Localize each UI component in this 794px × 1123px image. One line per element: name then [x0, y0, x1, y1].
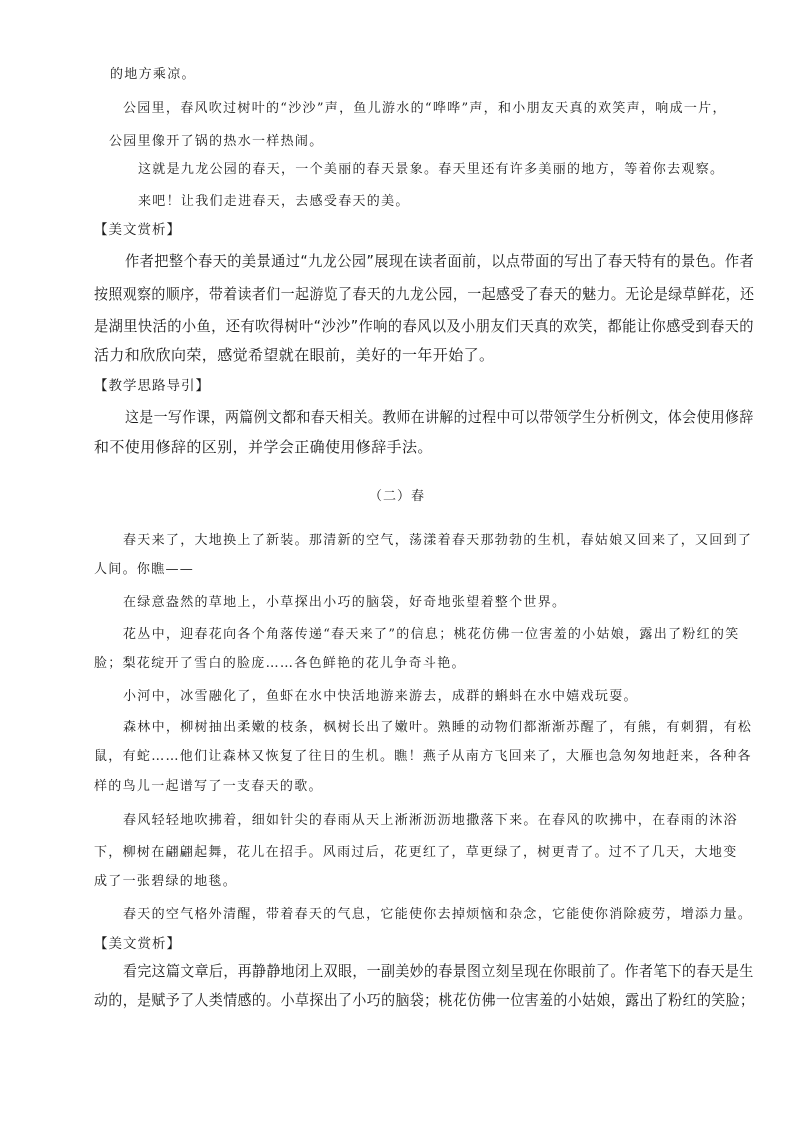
essay2-line: 春风轻轻地吹拂着，细如针尖的春雨从天上淅淅沥沥地撒落下来。在春风的吹拂中，在春雨的沐浴: [123, 813, 738, 828]
essay1-line: 公园里像开了锅的热水一样热闹。: [109, 134, 324, 149]
essay1-line: 的地方乘凉。: [110, 67, 196, 82]
appreciation-line: 活力和欣欣向荣，感觉希望就在眼前，美好的一年开始了。: [94, 346, 495, 364]
appreciation-line: 作者把整个春天的美景通过“九龙公园”展现在读者面前，以点带面的写出了春天特有的景色。作者: [125, 252, 755, 270]
essay2-line: 在绿意盎然的草地上，小草探出小巧的脑袋，好奇地张望着整个世界。: [123, 595, 567, 610]
teaching-line: 这是一写作课，两篇例文都和春天相关。教师在讲解的过程中可以带领学生分析例文，体会使用修辞: [125, 408, 754, 426]
appreciation-line: 动的，是赋予了人类情感的。小草探出了小巧的脑袋；桃花仿佛一位害羞的小姑娘，露出了粉红的笑脸；: [94, 991, 755, 1009]
appreciation-heading: 【美文赏析】: [94, 936, 181, 952]
essay2-title: （二）春: [368, 489, 425, 504]
essay1-line: 公园里，春风吹过树叶的“沙沙”声，鱼儿游水的“哗哗”声，和小朋友天真的欢笑声，响成一片，: [123, 101, 727, 116]
essay2-line: 春天的空气格外清醒，带着春天的气息，它能使你去掉烦恼和杂念，它能使你消除疲劳，增添力量。: [123, 907, 753, 922]
essay2-line: 成了一张碧绿的地毯。: [94, 874, 238, 889]
appreciation-heading: 【美文赏析】: [94, 222, 181, 238]
essay2-line: 脸；梨花绽开了雪白的脸庞……各色鲜艳的花儿争奇斗艳。: [94, 656, 466, 671]
teaching-line: 和不使用修辞的区别，并学会正确使用修辞手法。: [94, 438, 433, 456]
essay2-line: 下，柳树在翩翩起舞，花儿在招手。风雨过后，花更红了，草更绿了，树更青了。过不了几天，大地变: [94, 845, 738, 860]
essay2-line: 鼠，有蛇……他们让森林又恢复了往日的生机。瞧！燕子从南方飞回来了，大雁也急匆匆地赶来，各种各: [94, 749, 752, 764]
essay1-line: 这就是九龙公园的春天，一个美丽的春天景象。春天里还有许多美丽的地方，等着你去观察。: [138, 162, 725, 177]
essay2-line: 森林中，柳树抽出柔嫩的枝条，枫树长出了嫩叶。熟睡的动物们都渐渐苏醒了，有熊，有刺猬，有松: [123, 720, 753, 735]
appreciation-line: 按照观察的顺序，带着读者们一起游览了春天的九龙公园，一起感受了春天的魅力。无论是绿草鲜花，还: [94, 285, 755, 303]
essay2-line: 春天来了，大地换上了新装。那清新的空气，荡漾着春天那勃勃的生机，春姑娘又回来了，又回到了: [123, 533, 753, 548]
essay2-line: 花丛中，迎春花向各个角落传递“春天来了”的信息；桃花仿佛一位害羞的小姑娘，露出了粉红的笑: [123, 627, 740, 642]
essay1-line: 来吧！让我们走进春天，去感受春天的美。: [138, 194, 410, 209]
essay2-line: 样的鸟儿一起谱写了一支春天的歌。: [94, 779, 323, 794]
appreciation-line: 是湖里快活的小鱼，还有吹得树叶“沙沙”作响的春风以及小朋友们天真的欢笑，都能让你感受到春天的: [94, 317, 754, 335]
appreciation-line: 看完这篇文章后，再静静地闭上双眼，一副美妙的春景图立刻呈现在你眼前了。作者笔下的春天是生: [123, 962, 754, 980]
teaching-heading: 【教学思路导引】: [94, 378, 210, 394]
essay2-line: 小河中，冰雪融化了，鱼虾在水中快活地游来游去，成群的蝌蚪在水中嬉戏玩耍。: [123, 689, 638, 704]
essay2-line: 人间。你瞧——: [94, 562, 195, 577]
